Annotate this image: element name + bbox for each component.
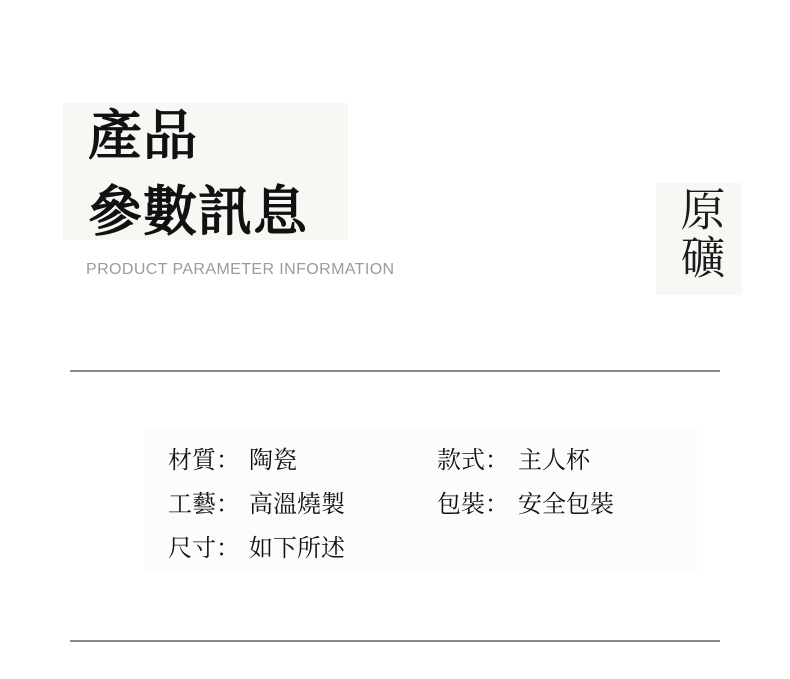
- param-value: 安全包裝: [518, 491, 614, 518]
- param-row-style: [437, 439, 697, 483]
- page-subtitle: PRODUCT PARAMETER INFORMATION: [86, 261, 395, 278]
- param-separator: ：: [216, 491, 240, 518]
- page-title-line1: 產品: [88, 106, 198, 166]
- param-separator: ：: [485, 491, 509, 518]
- param-label: 工藝: [168, 491, 216, 518]
- param-row-size: [168, 527, 437, 571]
- param-value: 主人杯: [518, 447, 590, 474]
- param-row-material: [168, 439, 437, 483]
- param-label: 款式: [437, 447, 485, 474]
- param-row-craft: [168, 483, 437, 527]
- param-label: 材質: [168, 447, 216, 474]
- top-divider: [70, 370, 720, 372]
- origin-badge: [656, 183, 742, 295]
- parameters-column-right: [437, 439, 697, 573]
- page-title-line2: 參數訊息: [88, 182, 308, 242]
- param-row-packaging: [437, 483, 697, 527]
- page-title: [88, 98, 308, 250]
- param-value: 陶瓷: [249, 447, 297, 474]
- param-value: 如下所述: [249, 535, 345, 562]
- param-separator: ：: [216, 447, 240, 474]
- param-separator: ：: [216, 535, 240, 562]
- parameters-column-left: [168, 439, 437, 573]
- origin-badge-text: 原礦: [673, 186, 725, 282]
- parameters-panel: [145, 427, 697, 573]
- bottom-divider: [70, 640, 720, 642]
- param-label: 包裝: [437, 491, 485, 518]
- param-separator: ：: [485, 447, 509, 474]
- param-label: 尺寸: [168, 535, 216, 562]
- param-value: 高溫燒製: [249, 491, 345, 518]
